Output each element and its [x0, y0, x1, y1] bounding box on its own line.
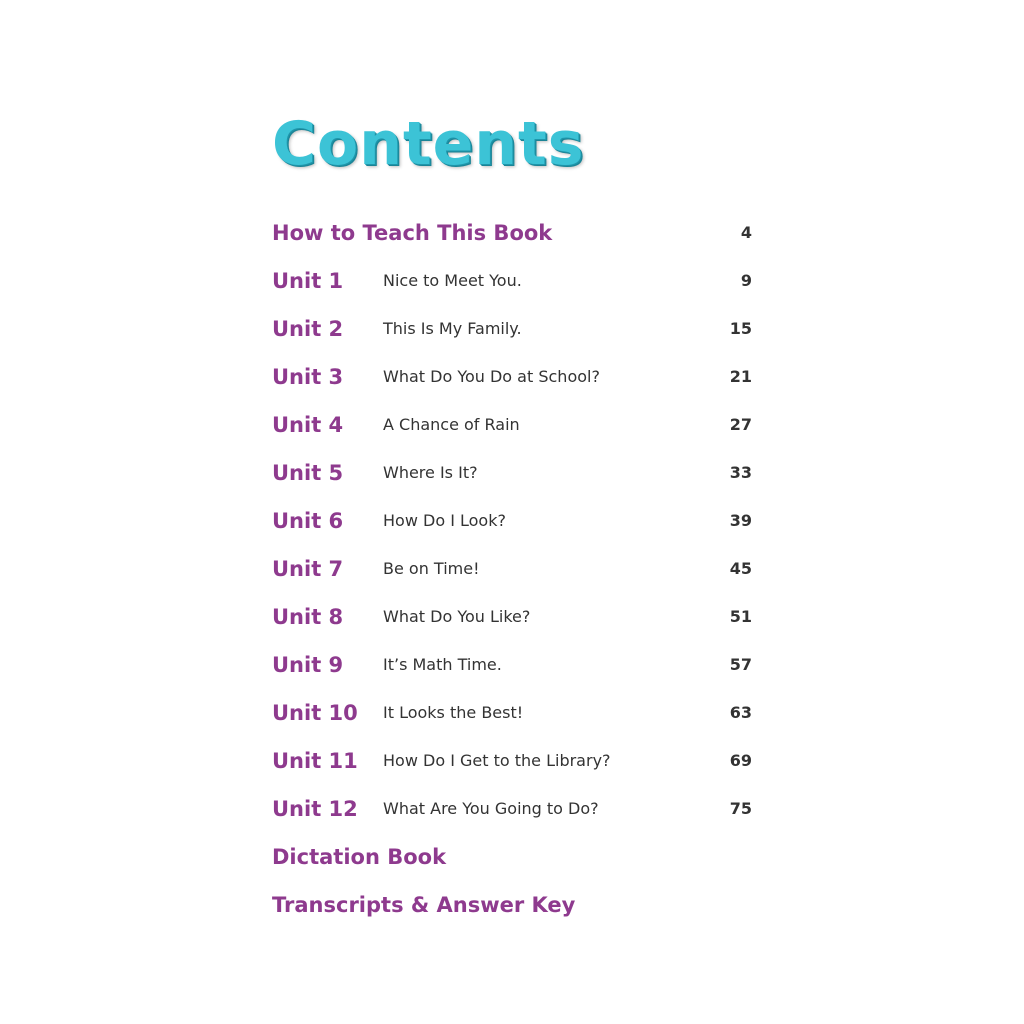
toc-row-unit-2[interactable]: [272, 306, 752, 354]
toc-row-unit-4[interactable]: [272, 402, 752, 450]
toc-label: Transcripts & Answer Key: [272, 893, 576, 917]
unit-title: It’s Math Time.: [383, 655, 502, 674]
unit-label: Unit 3: [272, 365, 344, 389]
toc-page-number: 4: [740, 223, 752, 242]
toc-row-unit-3[interactable]: [272, 354, 752, 402]
unit-title: What Do You Do at School?: [383, 367, 600, 386]
toc-row-dictation[interactable]: [272, 834, 752, 882]
unit-title: Nice to Meet You.: [383, 271, 522, 290]
unit-label: Unit 9: [272, 653, 344, 677]
unit-title: It Looks the Best!: [383, 703, 524, 722]
toc-page-number: 45: [729, 559, 752, 578]
toc-row-unit-8[interactable]: [272, 594, 752, 642]
toc-page-number: 21: [729, 367, 752, 386]
unit-title: What Do You Like?: [383, 607, 531, 626]
unit-title: This Is My Family.: [383, 319, 522, 338]
unit-title: Where Is It?: [383, 463, 478, 482]
toc-page-number: 9: [740, 271, 752, 290]
toc-page-number: 69: [729, 751, 752, 770]
toc-row-unit-10[interactable]: [272, 690, 752, 738]
unit-label: Unit 12: [272, 797, 358, 821]
toc-row-unit-12[interactable]: [272, 786, 752, 834]
toc-page-number: 57: [729, 655, 752, 674]
unit-label: Unit 5: [272, 461, 344, 485]
toc-page-number: 33: [729, 463, 752, 482]
toc-page-number: 75: [729, 799, 752, 818]
toc-page-number: 27: [729, 415, 752, 434]
unit-label: Unit 10: [272, 701, 358, 725]
unit-title: How Do I Look?: [383, 511, 506, 530]
toc-page-number: 15: [729, 319, 752, 338]
toc-label: Dictation Book: [272, 845, 447, 869]
toc-row-unit-6[interactable]: [272, 498, 752, 546]
page-title: Contents: [272, 109, 585, 179]
unit-label: Unit 1: [272, 269, 344, 293]
toc-page-number: 39: [729, 511, 752, 530]
unit-label: Unit 6: [272, 509, 344, 533]
toc-row-unit-5[interactable]: [272, 450, 752, 498]
toc-row-unit-7[interactable]: [272, 546, 752, 594]
unit-label: Unit 11: [272, 749, 358, 773]
unit-title: What Are You Going to Do?: [383, 799, 599, 818]
toc-row-unit-9[interactable]: [272, 642, 752, 690]
table-of-contents: [272, 210, 752, 930]
toc-page-number: 51: [729, 607, 752, 626]
toc-page-number: 63: [729, 703, 752, 722]
unit-label: Unit 2: [272, 317, 344, 341]
toc-row-unit-11[interactable]: [272, 738, 752, 786]
unit-label: Unit 7: [272, 557, 344, 581]
toc-row-unit-1[interactable]: [272, 258, 752, 306]
unit-title: Be on Time!: [383, 559, 480, 578]
unit-label: Unit 4: [272, 413, 344, 437]
unit-title: A Chance of Rain: [383, 415, 520, 434]
toc-row-intro[interactable]: [272, 210, 752, 258]
toc-row-transcripts[interactable]: [272, 882, 752, 930]
toc-label: How to Teach This Book: [272, 221, 553, 245]
unit-label: Unit 8: [272, 605, 344, 629]
unit-title: How Do I Get to the Library?: [383, 751, 611, 770]
